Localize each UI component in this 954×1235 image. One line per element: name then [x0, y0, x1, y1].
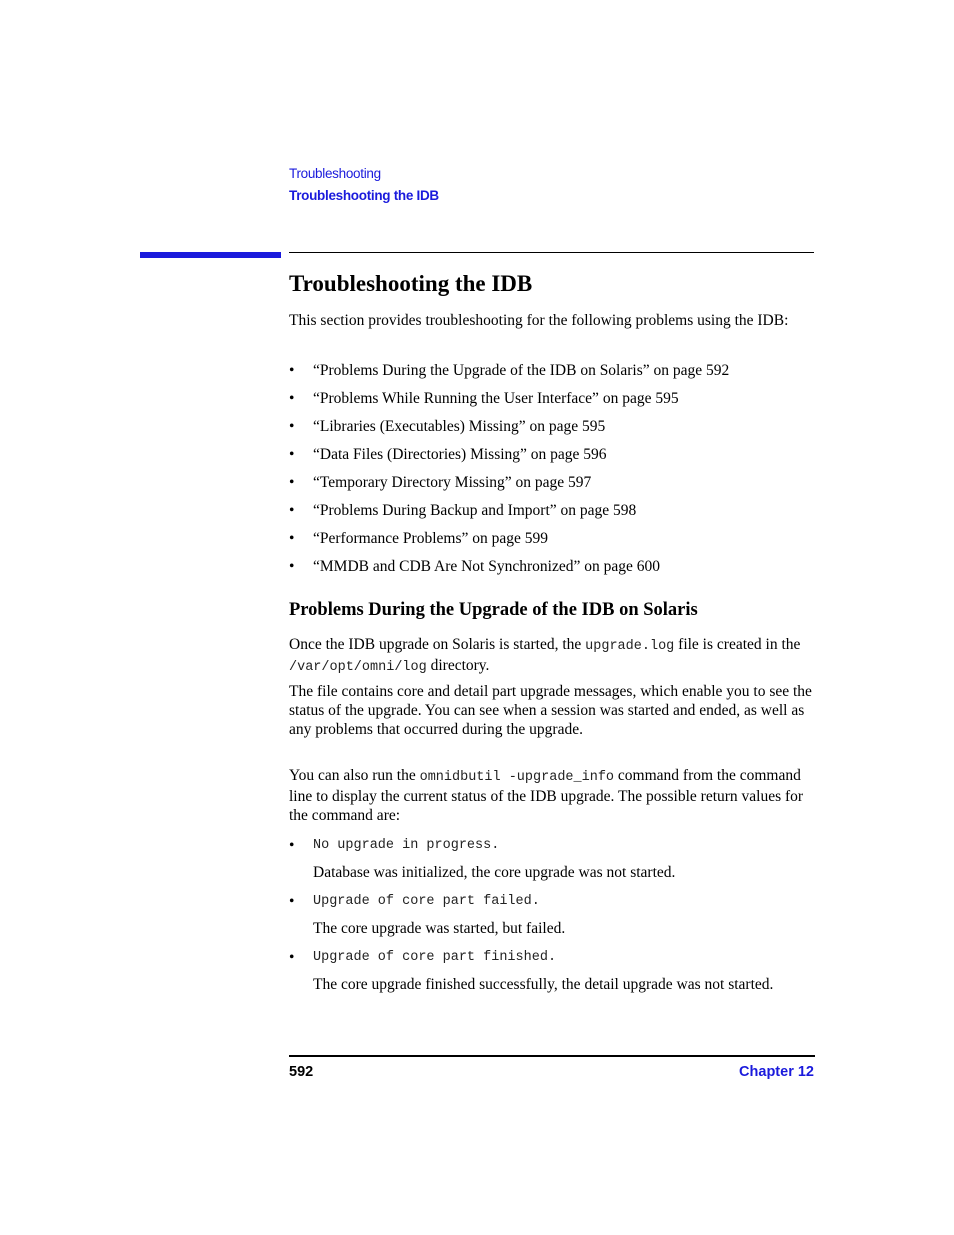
- bullet-icon: •: [289, 949, 295, 966]
- subsection-title: Problems During the Upgrade of the IDB on Solaris: [289, 600, 698, 620]
- upgrade-log-paragraph: Once the IDB upgrade on Solaris is started, the upgrade.log file is created in the /var/opt/omni/log directory.: [289, 636, 801, 675]
- return-value-code: No upgrade in progress.: [313, 838, 500, 853]
- inline-code: /var/opt/omni/log: [289, 660, 427, 675]
- bullet-icon: •: [289, 502, 295, 519]
- cross-reference-link[interactable]: “Libraries (Executables) Missing” on page 595: [313, 418, 606, 435]
- chapter-link[interactable]: Chapter 12: [739, 1064, 814, 1080]
- cross-reference-link[interactable]: “Problems During Backup and Import” on page 598: [313, 502, 637, 519]
- section-title: Troubleshooting the IDB: [289, 271, 533, 296]
- cross-reference-link[interactable]: “Data Files (Directories) Missing” on page 596: [313, 446, 607, 463]
- bullet-icon: •: [289, 530, 295, 547]
- page-number: 592: [289, 1064, 314, 1080]
- cross-reference-link[interactable]: “MMDB and CDB Are Not Synchronized” on page 600: [313, 558, 660, 575]
- bullet-icon: •: [289, 446, 295, 463]
- bullet-icon: •: [289, 390, 295, 407]
- cross-reference-link[interactable]: “Performance Problems” on page 599: [313, 530, 549, 547]
- cross-reference-link[interactable]: “Problems While Running the User Interface” on page 595: [313, 390, 679, 407]
- bullet-icon: •: [289, 893, 295, 910]
- return-value-code: Upgrade of core part finished.: [313, 950, 557, 965]
- log-contents-paragraph: The file contains core and detail part upgrade messages, which enable you to see the status of the upgrade. You can see when a session was started and ended, as well as any problems that occurred during the upgrade.: [289, 683, 812, 738]
- bullet-icon: •: [289, 837, 295, 854]
- section-top-rule: [289, 252, 814, 253]
- inline-code: upgrade.log: [585, 639, 675, 654]
- footer-rule: [289, 1055, 815, 1057]
- return-value-description: The core upgrade finished successfully, the detail upgrade was not started.: [313, 976, 774, 993]
- omnidbutil-paragraph: You can also run the omnidbutil -upgrade_info command from the command line to display the current status of the IDB upgrade. The possible return values for the command are:: [289, 767, 804, 824]
- inline-code: omnidbutil -upgrade_info: [419, 770, 615, 785]
- breadcrumb-section[interactable]: Troubleshooting the IDB: [289, 188, 439, 203]
- section-accent-bar: [140, 252, 281, 258]
- return-value-description: Database was initialized, the core upgrade was not started.: [313, 864, 676, 881]
- intro-paragraph: This section provides troubleshooting for the following problems using the IDB:: [289, 312, 789, 329]
- cross-reference-link[interactable]: “Temporary Directory Missing” on page 597: [313, 474, 592, 491]
- cross-reference-link[interactable]: “Problems During the Upgrade of the IDB on Solaris” on page 592: [313, 362, 730, 379]
- bullet-icon: •: [289, 474, 295, 491]
- bullet-icon: •: [289, 362, 295, 379]
- bullet-icon: •: [289, 418, 295, 435]
- return-value-description: The core upgrade was started, but failed.: [313, 920, 566, 937]
- bullet-icon: •: [289, 558, 295, 575]
- breadcrumb-chapter[interactable]: Troubleshooting: [289, 166, 381, 181]
- return-value-code: Upgrade of core part failed.: [313, 894, 540, 909]
